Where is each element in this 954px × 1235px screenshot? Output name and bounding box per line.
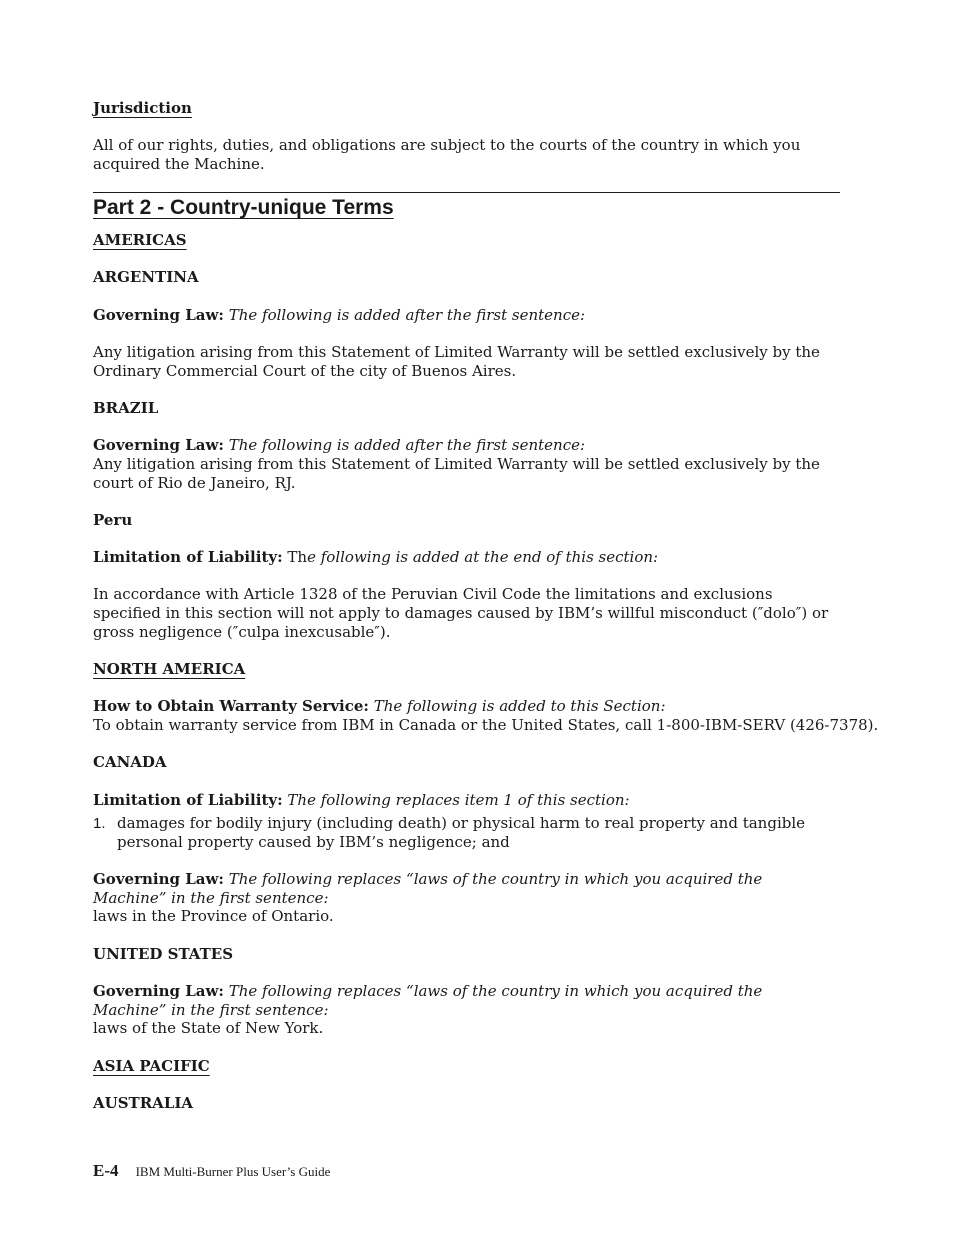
canada-governing-law	[93, 870, 840, 908]
argentina-heading: ARGENTINA	[93, 268, 199, 286]
peru-limitation-of-liability	[93, 548, 658, 567]
us-law-intro: The following replaces “laws of the country in which you acquired the Machine” in the first sentence:	[93, 982, 763, 1019]
north-america-heading: NORTH AMERICA	[93, 660, 246, 678]
peru-liab-intro-rest: e following is added at the end of this section:	[307, 548, 659, 566]
argentina-law-text: Any litigation arising from this Statement of Limited Warranty will be settled exclusively by the Ordinary Commercial Court of the city of Buenos Aires.	[93, 343, 820, 380]
argentina-law-label: Governing Law:	[93, 306, 224, 324]
canada-limitation-of-liability	[93, 791, 630, 810]
asia-pacific-heading: ASIA PACIFIC	[93, 1057, 210, 1075]
brazil-governing-law	[93, 436, 585, 455]
united-states-heading: UNITED STATES	[93, 945, 234, 963]
us-law-label: Governing Law:	[93, 982, 224, 1000]
warranty-service	[93, 697, 666, 716]
brazil-law-label: Governing Law:	[93, 436, 224, 454]
canada-law-text: laws in the Province of Ontario.	[93, 907, 334, 925]
brazil-law-intro: The following is added after the first sentence:	[228, 436, 586, 454]
canada-heading: CANADA	[93, 753, 167, 771]
united-states-governing-law	[93, 982, 840, 1020]
warranty-service-intro: The following is added to this Section:	[373, 697, 666, 715]
canada-list-item: damages for bodily injury (including death) or physical harm to real property and tangible personal property caused by IBM’s negligence; and	[117, 814, 806, 851]
canada-law-intro: The following replaces “laws of the country in which you acquired the Machine” in the first sentence:	[93, 870, 763, 907]
argentina-governing-law	[93, 306, 585, 325]
us-law-text: laws of the State of New York.	[93, 1019, 324, 1037]
brazil-heading: BRAZIL	[93, 399, 159, 417]
canada-liab-label: Limitation of Liability:	[93, 791, 283, 809]
peru-liab-intro-start: Th	[287, 548, 308, 566]
guide-title: IBM Multi-Burner Plus User’s Guide	[135, 1164, 331, 1179]
canada-list-number: 1.	[93, 815, 106, 832]
part2-title: Part 2 - Country-unique Terms	[93, 196, 394, 219]
peru-liab-text: In accordance with Article 1328 of the Peruvian Civil Code the limitations and exclusions specified in this section will not apply to damages caused by IBM’s willful misconduct (″dolo″) or gross negligence (″culpa inexcusable″).	[93, 585, 829, 641]
peru-liab-label: Limitation of Liability:	[93, 548, 283, 566]
jurisdiction-text: All of our rights, duties, and obligations are subject to the courts of the country in which you acquired the Machine.	[93, 136, 801, 173]
brazil-law-text: Any litigation arising from this Statement of Limited Warranty will be settled exclusively by the court of Rio de Janeiro, RJ.	[93, 455, 820, 492]
australia-heading: AUSTRALIA	[93, 1094, 194, 1112]
jurisdiction-heading: Jurisdiction	[93, 99, 192, 117]
americas-heading: AMERICAS	[93, 231, 187, 249]
warranty-service-text: To obtain warranty service from IBM in Canada or the United States, call 1-800-IBM-SERV (426-7378).	[93, 716, 879, 734]
section-divider	[93, 192, 840, 193]
canada-law-label: Governing Law:	[93, 870, 224, 888]
page-footer	[93, 1161, 330, 1181]
warranty-service-label: How to Obtain Warranty Service:	[93, 697, 369, 715]
canada-liab-intro: The following replaces item 1 of this section:	[287, 791, 630, 809]
page-number: E-4	[93, 1161, 119, 1180]
peru-heading: Peru	[93, 511, 133, 529]
argentina-law-intro: The following is added after the first sentence:	[228, 306, 586, 324]
